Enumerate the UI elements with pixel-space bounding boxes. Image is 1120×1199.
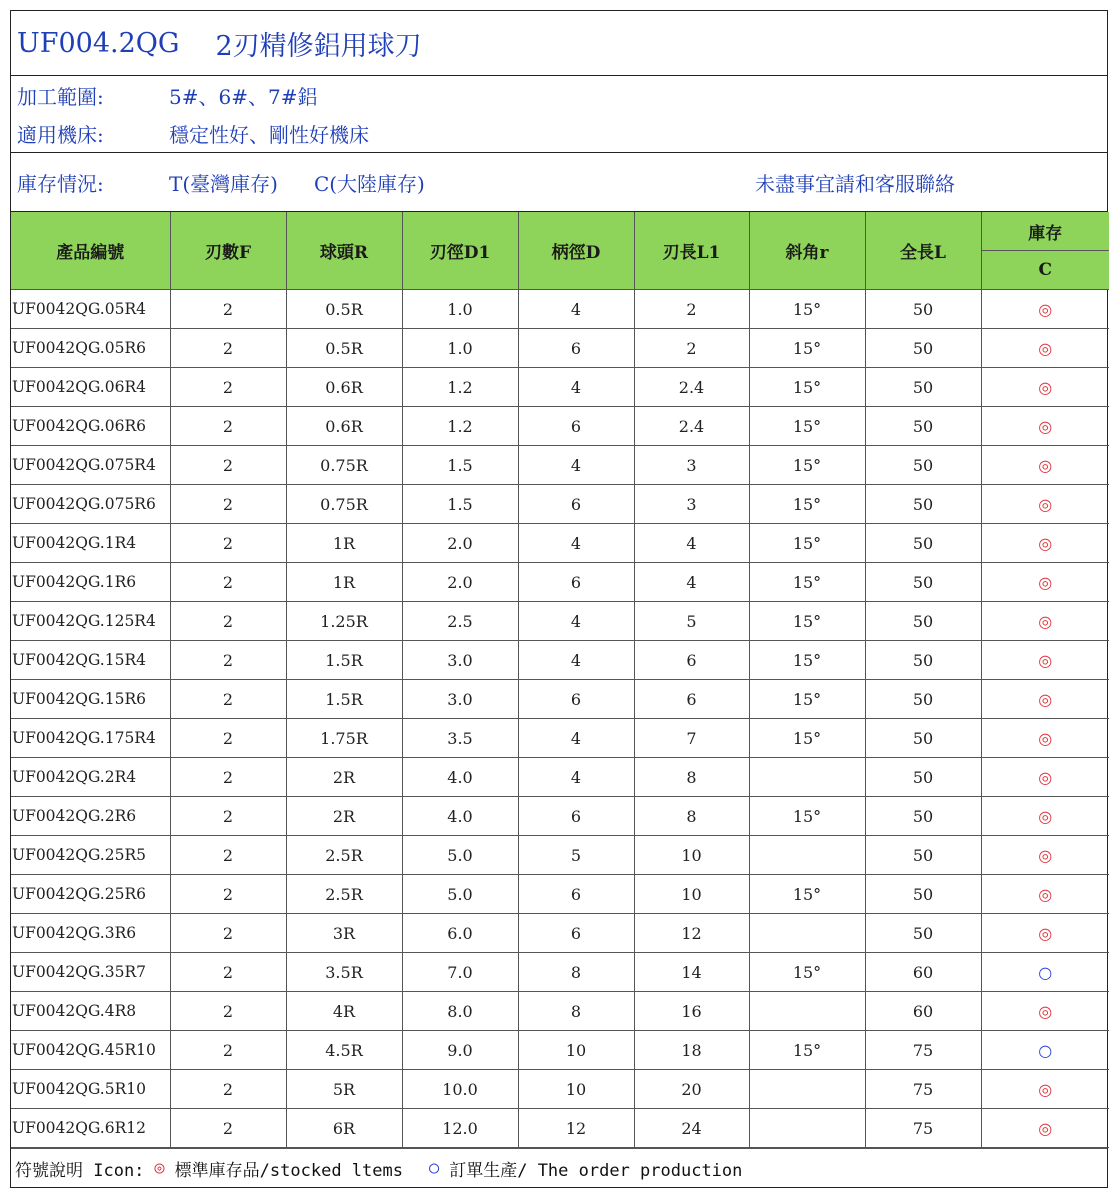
cell-ball: 0.5R xyxy=(286,329,402,368)
stock-status-icon: ◎ xyxy=(981,1070,1109,1109)
cell-total-len: 75 xyxy=(865,1109,981,1148)
stock-status-icon: ◎ xyxy=(981,914,1109,953)
cell-total-len: 50 xyxy=(865,641,981,680)
product-table xyxy=(11,212,1109,1148)
cell-flutes: 2 xyxy=(170,485,286,524)
cell-shank-dia: 6 xyxy=(518,407,634,446)
stock-status-icon: ◎ xyxy=(981,797,1109,836)
table-row xyxy=(11,485,1109,524)
cell-angle: 15° xyxy=(749,953,865,992)
cell-blade-dia: 1.2 xyxy=(402,407,518,446)
cell-flutes: 2 xyxy=(170,329,286,368)
cell-code: UF0042QG.075R6 xyxy=(11,485,170,524)
cell-blade-len: 4 xyxy=(634,563,749,602)
cell-total-len: 50 xyxy=(865,680,981,719)
cell-shank-dia: 4 xyxy=(518,641,634,680)
cell-shank-dia: 10 xyxy=(518,1031,634,1070)
stock-c-value: C(大陸庫存) xyxy=(313,171,425,196)
cell-shank-dia: 4 xyxy=(518,368,634,407)
cell-blade-len: 12 xyxy=(634,914,749,953)
cell-shank-dia: 10 xyxy=(518,1070,634,1109)
cell-code: UF0042QG.6R12 xyxy=(11,1109,170,1148)
table-row xyxy=(11,329,1109,368)
cell-code: UF0042QG.175R4 xyxy=(11,719,170,758)
cell-ball: 3R xyxy=(286,914,402,953)
cell-flutes: 2 xyxy=(170,524,286,563)
cell-ball: 0.6R xyxy=(286,368,402,407)
cell-flutes: 2 xyxy=(170,641,286,680)
cell-shank-dia: 6 xyxy=(518,329,634,368)
cell-total-len: 75 xyxy=(865,1031,981,1070)
table-row xyxy=(11,1070,1109,1109)
cell-blade-len: 10 xyxy=(634,875,749,914)
title-name: 2刃精修鋁用球刀 xyxy=(215,30,422,62)
machine-value: 穩定性好、剛性好機床 xyxy=(169,122,369,147)
cell-angle: 15° xyxy=(749,329,865,368)
table-row xyxy=(11,290,1109,329)
legend-prefix: 符號說明 Icon: xyxy=(15,1160,145,1181)
stock-status-icon: ◎ xyxy=(981,563,1109,602)
page-title xyxy=(11,11,1107,76)
cell-flutes: 2 xyxy=(170,797,286,836)
cell-angle xyxy=(749,836,865,875)
cell-ball: 2R xyxy=(286,758,402,797)
stock-status-icon: ◎ xyxy=(981,602,1109,641)
cell-blade-len: 14 xyxy=(634,953,749,992)
cell-blade-len: 2.4 xyxy=(634,407,749,446)
cell-shank-dia: 6 xyxy=(518,875,634,914)
stock-status-icon: ◎ xyxy=(981,641,1109,680)
cell-blade-dia: 5.0 xyxy=(402,875,518,914)
contact-note: 未盡事宜請和客服聯絡 xyxy=(755,171,955,196)
legend-row xyxy=(11,1148,1107,1187)
cell-code: UF0042QG.35R7 xyxy=(11,953,170,992)
cell-blade-dia: 1.5 xyxy=(402,485,518,524)
cell-blade-dia: 8.0 xyxy=(402,992,518,1031)
cell-blade-len: 8 xyxy=(634,797,749,836)
table-row xyxy=(11,641,1109,680)
cell-shank-dia: 4 xyxy=(518,290,634,329)
cell-code: UF0042QG.5R10 xyxy=(11,1070,170,1109)
cell-total-len: 50 xyxy=(865,329,981,368)
title-code: UF004.2QG xyxy=(17,27,180,59)
cell-blade-dia: 6.0 xyxy=(402,914,518,953)
cell-blade-len: 4 xyxy=(634,524,749,563)
table-body xyxy=(11,290,1109,1148)
stock-info-row xyxy=(11,153,1107,212)
cell-angle xyxy=(749,914,865,953)
cell-blade-len: 16 xyxy=(634,992,749,1031)
cell-blade-dia: 3.0 xyxy=(402,641,518,680)
cell-ball: 1.5R xyxy=(286,680,402,719)
cell-ball: 5R xyxy=(286,1070,402,1109)
legend-stocked-text: 標準庫存品/stocked ltems xyxy=(174,1160,403,1181)
cell-blade-dia: 2.0 xyxy=(402,524,518,563)
cell-blade-dia: 3.5 xyxy=(402,719,518,758)
cell-angle: 15° xyxy=(749,797,865,836)
stock-status-icon: ◎ xyxy=(981,1109,1109,1148)
cell-total-len: 50 xyxy=(865,797,981,836)
cell-ball: 2R xyxy=(286,797,402,836)
header-shank-dia: 柄徑D xyxy=(518,212,634,290)
cell-total-len: 50 xyxy=(865,602,981,641)
cell-shank-dia: 6 xyxy=(518,680,634,719)
cell-code: UF0042QG.2R6 xyxy=(11,797,170,836)
cell-total-len: 50 xyxy=(865,407,981,446)
cell-total-len: 50 xyxy=(865,290,981,329)
cell-blade-dia: 2.0 xyxy=(402,563,518,602)
cell-blade-dia: 1.0 xyxy=(402,329,518,368)
cell-angle xyxy=(749,1109,865,1148)
cell-angle: 15° xyxy=(749,290,865,329)
cell-shank-dia: 12 xyxy=(518,1109,634,1148)
cell-code: UF0042QG.06R6 xyxy=(11,407,170,446)
stock-status-icon: ◎ xyxy=(981,524,1109,563)
cell-ball: 2.5R xyxy=(286,875,402,914)
cell-blade-len: 7 xyxy=(634,719,749,758)
cell-angle: 15° xyxy=(749,524,865,563)
cell-ball: 4R xyxy=(286,992,402,1031)
cell-code: UF0042QG.3R6 xyxy=(11,914,170,953)
legend-order-text: 訂單生產/ The order production xyxy=(449,1160,743,1181)
header-stock-c: C xyxy=(981,251,1109,290)
cell-shank-dia: 6 xyxy=(518,563,634,602)
cell-shank-dia: 4 xyxy=(518,719,634,758)
cell-flutes: 2 xyxy=(170,368,286,407)
cell-blade-dia: 7.0 xyxy=(402,953,518,992)
cell-blade-len: 6 xyxy=(634,641,749,680)
cell-shank-dia: 6 xyxy=(518,914,634,953)
header-flutes: 刃數F xyxy=(170,212,286,290)
cell-code: UF0042QG.25R5 xyxy=(11,836,170,875)
stock-t-value: T(臺灣庫存) xyxy=(169,171,278,196)
product-sheet xyxy=(10,10,1108,1188)
cell-shank-dia: 8 xyxy=(518,992,634,1031)
cell-blade-len: 2 xyxy=(634,290,749,329)
cell-flutes: 2 xyxy=(170,1070,286,1109)
cell-ball: 1R xyxy=(286,524,402,563)
cell-blade-len: 3 xyxy=(634,446,749,485)
cell-ball: 1.5R xyxy=(286,641,402,680)
cell-angle: 15° xyxy=(749,485,865,524)
cell-total-len: 75 xyxy=(865,1070,981,1109)
stock-status-icon: ◎ xyxy=(981,836,1109,875)
cell-blade-len: 8 xyxy=(634,758,749,797)
cell-ball: 0.75R xyxy=(286,446,402,485)
cell-blade-dia: 4.0 xyxy=(402,758,518,797)
cell-code: UF0042QG.15R6 xyxy=(11,680,170,719)
cell-blade-len: 5 xyxy=(634,602,749,641)
cell-blade-len: 24 xyxy=(634,1109,749,1148)
cell-shank-dia: 4 xyxy=(518,446,634,485)
header-angle: 斜角r xyxy=(749,212,865,290)
cell-code: UF0042QG.15R4 xyxy=(11,641,170,680)
table-row xyxy=(11,368,1109,407)
cell-shank-dia: 6 xyxy=(518,797,634,836)
cell-shank-dia: 4 xyxy=(518,758,634,797)
cell-ball: 2.5R xyxy=(286,836,402,875)
cell-flutes: 2 xyxy=(170,953,286,992)
cell-flutes: 2 xyxy=(170,290,286,329)
cell-flutes: 2 xyxy=(170,1109,286,1148)
cell-shank-dia: 6 xyxy=(518,485,634,524)
cell-code: UF0042QG.06R4 xyxy=(11,368,170,407)
stock-status-icon: ◎ xyxy=(981,758,1109,797)
stocked-symbol-icon: ◎ xyxy=(154,1158,165,1178)
cell-flutes: 2 xyxy=(170,1031,286,1070)
table-row xyxy=(11,836,1109,875)
cell-total-len: 50 xyxy=(865,836,981,875)
cell-code: UF0042QG.1R6 xyxy=(11,563,170,602)
stock-status-icon: ◎ xyxy=(981,368,1109,407)
cell-shank-dia: 4 xyxy=(518,524,634,563)
cell-total-len: 50 xyxy=(865,563,981,602)
cell-blade-len: 18 xyxy=(634,1031,749,1070)
cell-blade-dia: 9.0 xyxy=(402,1031,518,1070)
cell-blade-len: 2.4 xyxy=(634,368,749,407)
cell-flutes: 2 xyxy=(170,446,286,485)
cell-angle: 15° xyxy=(749,680,865,719)
cell-angle xyxy=(749,1070,865,1109)
cell-code: UF0042QG.125R4 xyxy=(11,602,170,641)
cell-ball: 0.5R xyxy=(286,290,402,329)
cell-total-len: 50 xyxy=(865,875,981,914)
cell-ball: 0.6R xyxy=(286,407,402,446)
cell-shank-dia: 5 xyxy=(518,836,634,875)
cell-blade-dia: 3.0 xyxy=(402,680,518,719)
cell-blade-dia: 12.0 xyxy=(402,1109,518,1148)
cell-total-len: 50 xyxy=(865,719,981,758)
cell-total-len: 50 xyxy=(865,485,981,524)
cell-ball: 1.25R xyxy=(286,602,402,641)
cell-blade-dia: 4.0 xyxy=(402,797,518,836)
cell-angle: 15° xyxy=(749,1031,865,1070)
table-row xyxy=(11,992,1109,1031)
stock-status-icon: ○ xyxy=(981,953,1109,992)
stock-status-icon: ◎ xyxy=(981,329,1109,368)
table-row xyxy=(11,407,1109,446)
cell-code: UF0042QG.1R4 xyxy=(11,524,170,563)
table-row xyxy=(11,1031,1109,1070)
cell-total-len: 60 xyxy=(865,992,981,1031)
cell-flutes: 2 xyxy=(170,992,286,1031)
cell-flutes: 2 xyxy=(170,758,286,797)
cell-blade-dia: 2.5 xyxy=(402,602,518,641)
cell-blade-len: 3 xyxy=(634,485,749,524)
cell-ball: 1R xyxy=(286,563,402,602)
cell-ball: 3.5R xyxy=(286,953,402,992)
cell-blade-dia: 10.0 xyxy=(402,1070,518,1109)
stock-label: 庫存情況: xyxy=(17,171,104,196)
header-blade-dia: 刃徑D1 xyxy=(402,212,518,290)
table-row xyxy=(11,1109,1109,1148)
header-ball: 球頭R xyxy=(286,212,402,290)
cell-blade-dia: 1.2 xyxy=(402,368,518,407)
cell-shank-dia: 8 xyxy=(518,953,634,992)
cell-blade-dia: 1.5 xyxy=(402,446,518,485)
cell-blade-len: 6 xyxy=(634,680,749,719)
stock-status-icon: ○ xyxy=(981,1031,1109,1070)
cell-code: UF0042QG.4R8 xyxy=(11,992,170,1031)
cell-total-len: 50 xyxy=(865,368,981,407)
cell-total-len: 50 xyxy=(865,524,981,563)
cell-flutes: 2 xyxy=(170,407,286,446)
table-row xyxy=(11,797,1109,836)
order-symbol-icon: ○ xyxy=(428,1158,440,1178)
header-code: 產品編號 xyxy=(11,212,170,290)
table-row xyxy=(11,914,1109,953)
cell-angle: 15° xyxy=(749,602,865,641)
range-value: 5#、6#、7#鋁 xyxy=(169,84,318,109)
cell-ball: 0.75R xyxy=(286,485,402,524)
cell-angle xyxy=(749,758,865,797)
cell-flutes: 2 xyxy=(170,602,286,641)
cell-flutes: 2 xyxy=(170,680,286,719)
cell-ball: 4.5R xyxy=(286,1031,402,1070)
table-row xyxy=(11,875,1109,914)
range-line xyxy=(11,76,1107,114)
cell-angle xyxy=(749,992,865,1031)
cell-ball: 1.75R xyxy=(286,719,402,758)
cell-total-len: 50 xyxy=(865,446,981,485)
stock-status-icon: ◎ xyxy=(981,446,1109,485)
cell-code: UF0042QG.2R4 xyxy=(11,758,170,797)
cell-angle: 15° xyxy=(749,563,865,602)
cell-blade-len: 20 xyxy=(634,1070,749,1109)
cell-angle: 15° xyxy=(749,407,865,446)
stock-status-icon: ◎ xyxy=(981,680,1109,719)
stock-status-icon: ◎ xyxy=(981,992,1109,1031)
stock-status-icon: ◎ xyxy=(981,290,1109,329)
cell-flutes: 2 xyxy=(170,875,286,914)
cell-angle: 15° xyxy=(749,446,865,485)
cell-blade-len: 2 xyxy=(634,329,749,368)
cell-angle: 15° xyxy=(749,719,865,758)
cell-blade-dia: 1.0 xyxy=(402,290,518,329)
cell-flutes: 2 xyxy=(170,836,286,875)
stock-status-icon: ◎ xyxy=(981,485,1109,524)
cell-total-len: 50 xyxy=(865,914,981,953)
table-row xyxy=(11,446,1109,485)
cell-flutes: 2 xyxy=(170,719,286,758)
cell-code: UF0042QG.075R4 xyxy=(11,446,170,485)
cell-blade-dia: 5.0 xyxy=(402,836,518,875)
cell-code: UF0042QG.25R6 xyxy=(11,875,170,914)
cell-ball: 6R xyxy=(286,1109,402,1148)
info-block xyxy=(11,76,1107,153)
cell-total-len: 50 xyxy=(865,758,981,797)
table-row xyxy=(11,524,1109,563)
cell-shank-dia: 4 xyxy=(518,602,634,641)
cell-total-len: 60 xyxy=(865,953,981,992)
machine-line xyxy=(11,114,1107,152)
cell-angle: 15° xyxy=(749,641,865,680)
cell-blade-len: 10 xyxy=(634,836,749,875)
range-label: 加工範圍: xyxy=(17,84,104,109)
table-row xyxy=(11,563,1109,602)
header-blade-len: 刃長L1 xyxy=(634,212,749,290)
machine-label: 適用機床: xyxy=(17,122,104,147)
cell-code: UF0042QG.45R10 xyxy=(11,1031,170,1070)
stock-status-icon: ◎ xyxy=(981,875,1109,914)
cell-code: UF0042QG.05R6 xyxy=(11,329,170,368)
table-row xyxy=(11,719,1109,758)
cell-angle: 15° xyxy=(749,368,865,407)
table-row xyxy=(11,680,1109,719)
table-row xyxy=(11,953,1109,992)
table-row xyxy=(11,758,1109,797)
stock-status-icon: ◎ xyxy=(981,407,1109,446)
table-row xyxy=(11,602,1109,641)
stock-status-icon: ◎ xyxy=(981,719,1109,758)
header-stock: 庫存 xyxy=(981,212,1109,251)
cell-angle: 15° xyxy=(749,875,865,914)
cell-flutes: 2 xyxy=(170,563,286,602)
cell-code: UF0042QG.05R4 xyxy=(11,290,170,329)
header-total-len: 全長L xyxy=(865,212,981,290)
cell-flutes: 2 xyxy=(170,914,286,953)
